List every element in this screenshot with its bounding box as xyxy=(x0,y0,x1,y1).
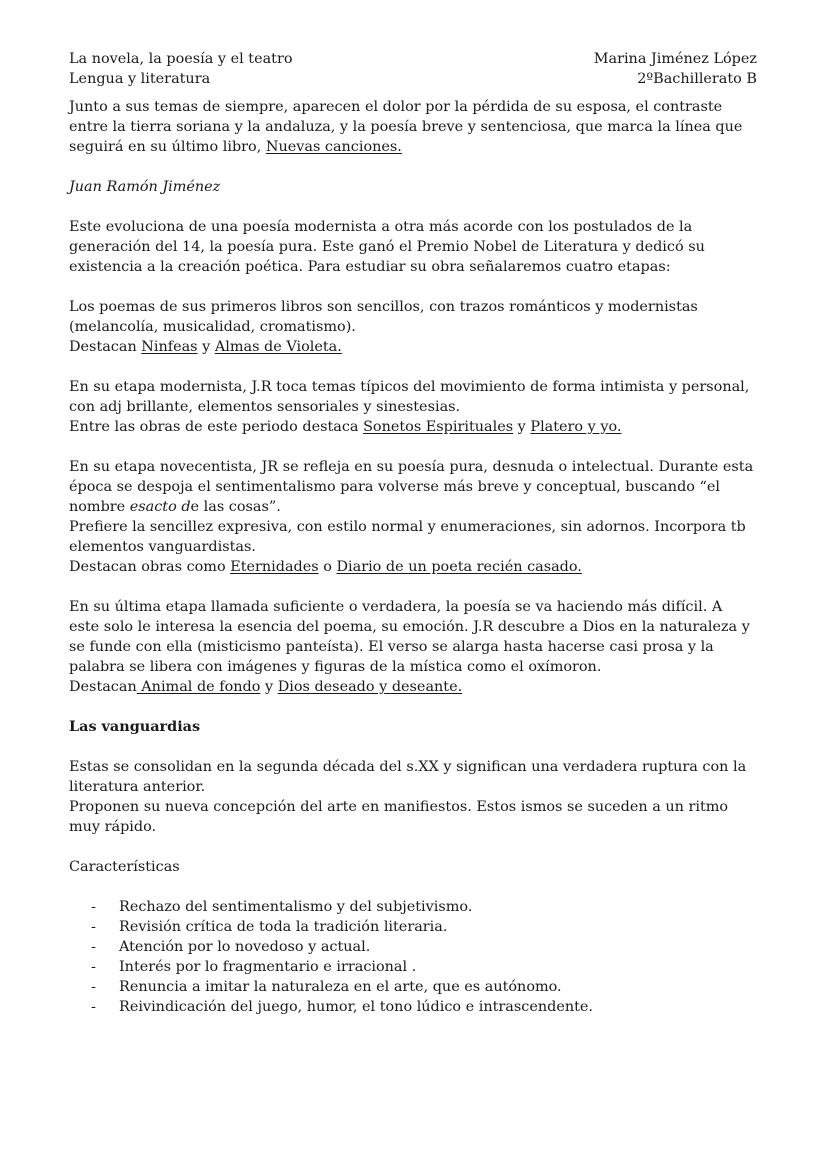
list-item: - Renuncia a imitar la naturaleza en el arte, que es autónomo. xyxy=(69,977,757,997)
stage4-works: Destacan Animal de fondo y Dios deseado y deseante. xyxy=(69,679,463,695)
section-title-vanguardias: Las vanguardias xyxy=(69,718,201,735)
list-item: - Revisión crítica de toda la tradición literaria. xyxy=(69,917,757,937)
bullet-dash: - xyxy=(91,959,96,975)
jrj-intro-paragraph: Este evoluciona de una poesía modernista a otra más acorde con los postulados de la generación del 14, la poesía pura. Este ganó el Premio Nobel de Literatura y dedicó su existencia a la creación poética. Para estudiar su obra señalaremos cuatro etapas: xyxy=(69,219,705,275)
section-title-jrj: Juan Ramón Jiménez xyxy=(69,179,221,195)
header-left xyxy=(69,49,293,89)
book-title: Ninfeas xyxy=(141,339,198,355)
stage1-paragraph: Los poemas de sus primeros libros son sencillos, con trazos románticos y modernistas (melancolía, musicalidad, cromatismo). xyxy=(69,299,698,335)
vanguardias-paragraph-1: Estas se consolidan en la segunda década del s.XX y significan una verdadera ruptura con la literatura anterior. xyxy=(69,759,747,795)
stage1-works: Destacan Ninfeas y Almas de Violeta. xyxy=(69,339,342,355)
list-item: - Reivindicación del juego, humor, el tono lúdico e intrascendente. xyxy=(69,997,757,1017)
document-page xyxy=(69,49,757,1017)
list-item: - Rechazo del sentimentalismo y del subjetivismo. xyxy=(69,897,757,917)
stage4-paragraph: En su última etapa llamada suficiente o verdadera, la poesía se va haciendo más difícil. A este solo le interesa la esencia del poema, su emoción. J.R descubre a Dios en la naturaleza y se funde con ella (misticismo panteísta). El verso se alarga hasta hacerse casi prosa y la palabra se libera con imágenes y figuras de la mística como el oxímoron. xyxy=(69,599,750,675)
intro-paragraph: Junto a sus temas de siempre, aparecen el dolor por la pérdida de su esposa, el contraste entre la tierra soriana y la andaluza, y la poesía breve y sentenciosa, que marca la línea que seguirá en su último libro, Nuevas canciones. xyxy=(69,99,743,155)
header-subject: Lengua y literatura xyxy=(69,71,211,87)
characteristics-list xyxy=(69,897,757,1017)
stage2-works: Entre las obras de este periodo destaca Sonetos Espirituales y Platero y yo. xyxy=(69,419,622,435)
book-title: Dios deseado y deseante. xyxy=(277,679,463,695)
stage2-paragraph: En su etapa modernista, J.R toca temas típicos del movimiento de forma intimista y personal, con adj brillante, elementos sensoriales y sinestesias. xyxy=(69,379,750,415)
stage3-paragraph: En su etapa novecentista, JR se refleja en su poesía pura, desnuda o intelectual. Durante esta época se despoja el sentimentalismo para volverse más breve y conceptual, buscando “el nombre esacto de las cosas”. xyxy=(69,459,754,515)
list-item: - Interés por lo fragmentario e irracional . xyxy=(69,957,757,977)
vanguardias-paragraph-2: Proponen su nueva concepción del arte en manifiestos. Estos ismos se suceden a un ritmo muy rápido. xyxy=(69,799,729,835)
header-class: 2ºBachillerato B xyxy=(637,71,757,87)
book-title: Sonetos Espirituales xyxy=(363,419,514,435)
book-title: Almas de Violeta. xyxy=(214,339,342,355)
bullet-dash: - xyxy=(91,979,96,995)
bullet-dash: - xyxy=(91,919,96,935)
header-author: Marina Jiménez López xyxy=(593,51,757,67)
header-course-title: La novela, la poesía y el teatro xyxy=(69,51,293,67)
book-title: Animal de fondo xyxy=(136,679,261,695)
book-title: Platero y yo. xyxy=(530,419,622,435)
header-right xyxy=(594,49,757,89)
bullet-dash: - xyxy=(91,899,96,915)
page-header xyxy=(69,49,757,89)
bullet-dash: - xyxy=(91,999,96,1015)
book-title: Eternidades xyxy=(230,559,319,575)
stage3-paragraph-2: Prefiere la sencillez expresiva, con estilo normal y enumeraciones, sin adornos. Incorpora tb elementos vanguardistas. xyxy=(69,519,746,555)
bullet-dash: - xyxy=(91,939,96,955)
book-title: Diario de un poeta recién casado. xyxy=(336,559,582,575)
characteristics-title: Características xyxy=(69,859,180,875)
list-item: - Atención por lo novedoso y actual. xyxy=(69,937,757,957)
stage3-works: Destacan obras como Eternidades o Diario de un poeta recién casado. xyxy=(69,559,582,575)
book-title: Nuevas canciones. xyxy=(265,139,402,155)
